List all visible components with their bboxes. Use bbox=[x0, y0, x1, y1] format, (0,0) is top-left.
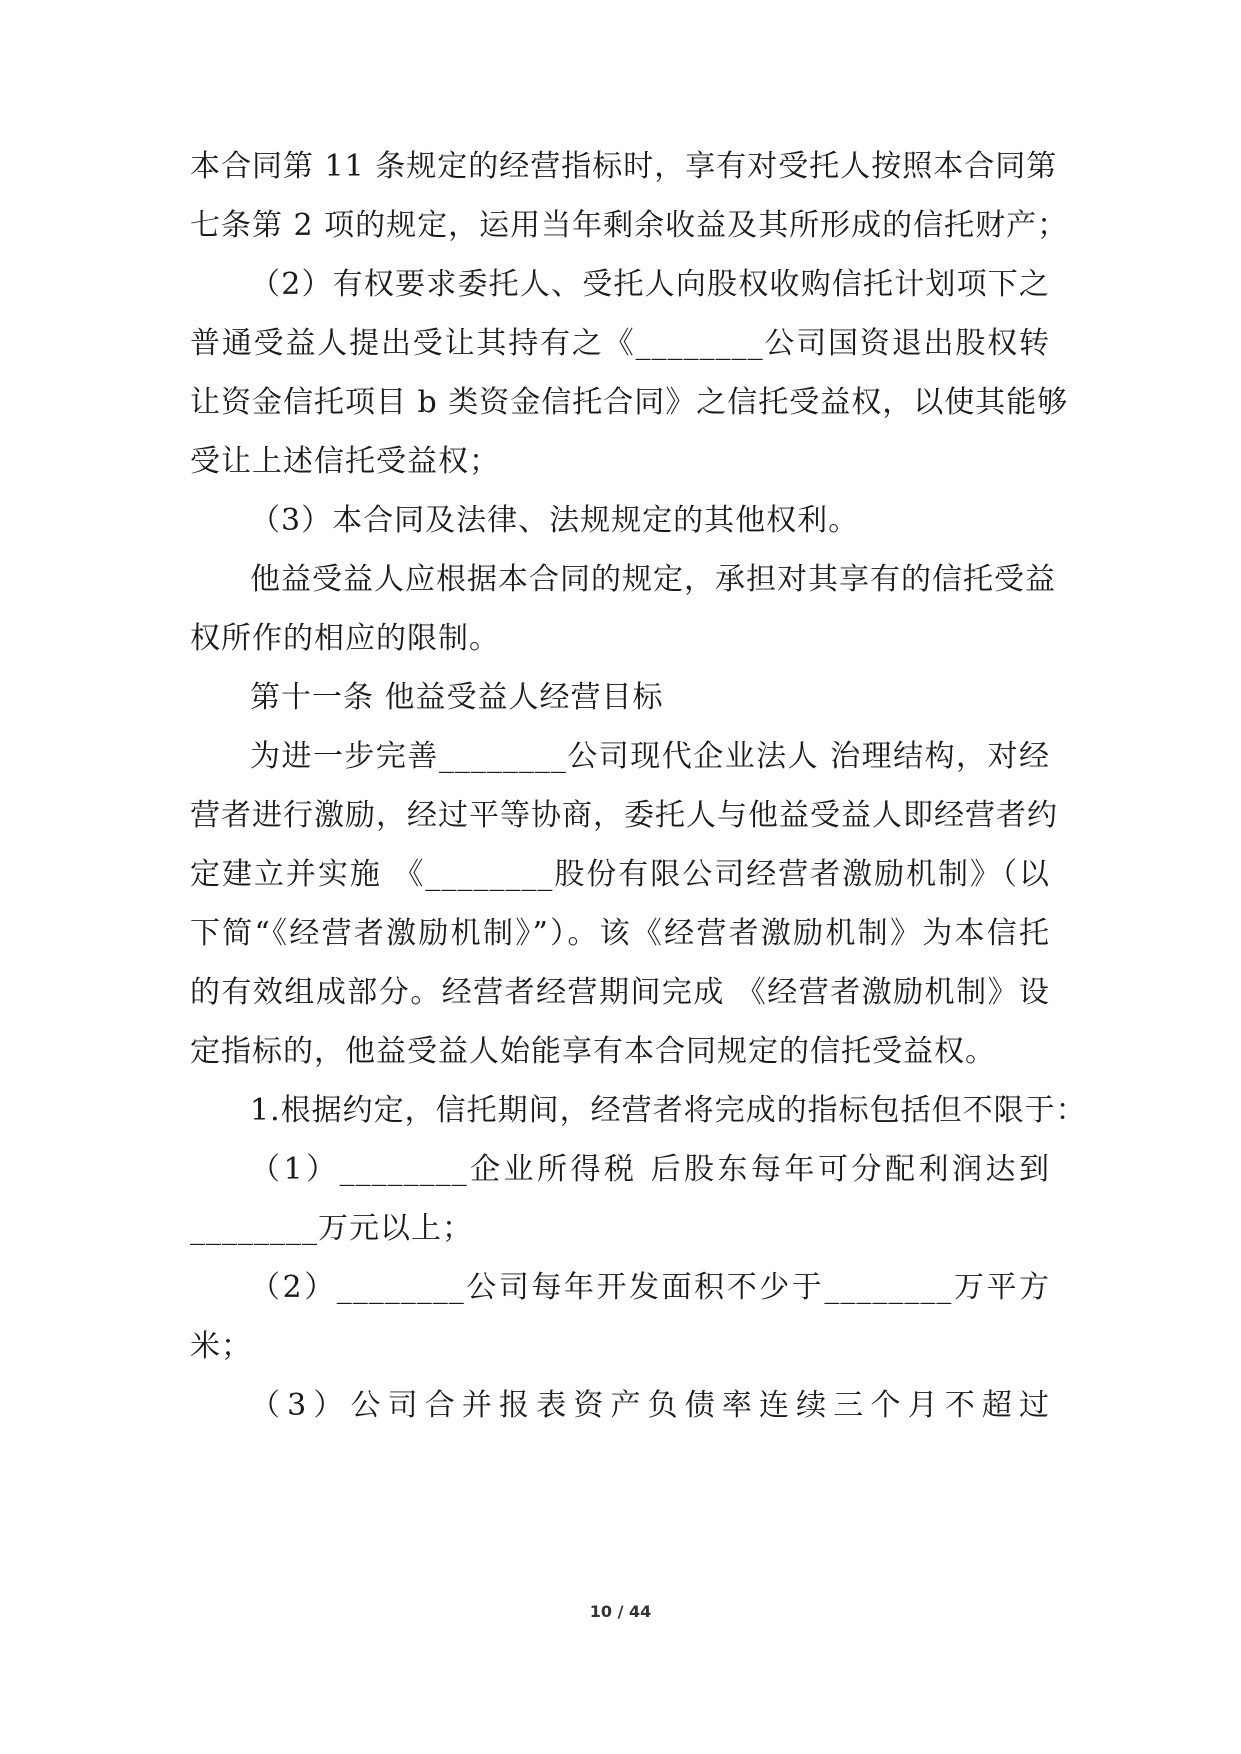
page-number: 10 / 44 bbox=[589, 1602, 652, 1621]
text-line: 权所作的相应的限制。 bbox=[190, 621, 500, 656]
text-line: 本合同第 11 条规定的经营指标时，享有对受托人按照本合同第 bbox=[190, 149, 1058, 184]
text-line: （2）有权要求委托人、受托人向股权收购信托计划项下之 bbox=[250, 267, 1050, 302]
list-item: 1.根据约定，信托期间，经营者将完成的指标包括但不限于： bbox=[250, 1093, 1087, 1128]
text-line: 受让上述信托受益权； bbox=[190, 444, 500, 479]
text-line: （3）本合同及法律、法规规定的其他权利。 bbox=[250, 503, 860, 538]
text-line: 他益受益人应根据本合同的规定，承担对其享有的信托受益 bbox=[250, 562, 1056, 597]
list-item: （2）________公司每年开发面积不少于________万平方 bbox=[250, 1270, 1050, 1305]
text-line: 米； bbox=[190, 1329, 252, 1364]
text-line: 为进一步完善________公司现代企业法人 治理结构，对经 bbox=[250, 739, 1050, 774]
text-line: 营者进行激励，经过平等协商，委托人与他益受益人即经营者约 bbox=[190, 798, 1058, 833]
text-line: ________万元以上； bbox=[190, 1211, 473, 1246]
text-line: 定建立并实施 《________股份有限公司经营者激励机制》（以 bbox=[190, 857, 1050, 892]
text-line: 的有效组成部分。经营者经营期间完成 《经营者激励机制》设 bbox=[190, 975, 1050, 1010]
section-heading: 第十一条 他益受益人经营目标 bbox=[250, 680, 664, 715]
list-item: （3）公司合并报表资产负债率连续三个月不超过 bbox=[250, 1388, 1050, 1423]
text-line: 下简“《经营者激励机制》”）。该《经营者激励机制》为本信托 bbox=[190, 916, 1050, 951]
text-line: 普通受益人提出受让其持有之《________公司国资退出股权转 bbox=[190, 326, 1050, 361]
text-line: 让资金信托项目 b 类资金信托合同》之信托受益权，以使其能够 bbox=[190, 385, 1069, 420]
text-line: 七条第 2 项的规定，运用当年剩余收益及其所形成的信托财产； bbox=[190, 208, 1069, 243]
text-line: 定指标的，他益受益人始能享有本合同规定的信托受益权。 bbox=[190, 1034, 996, 1069]
list-item: （1）________企业所得税 后股东每年可分配利润达到 bbox=[250, 1152, 1050, 1187]
